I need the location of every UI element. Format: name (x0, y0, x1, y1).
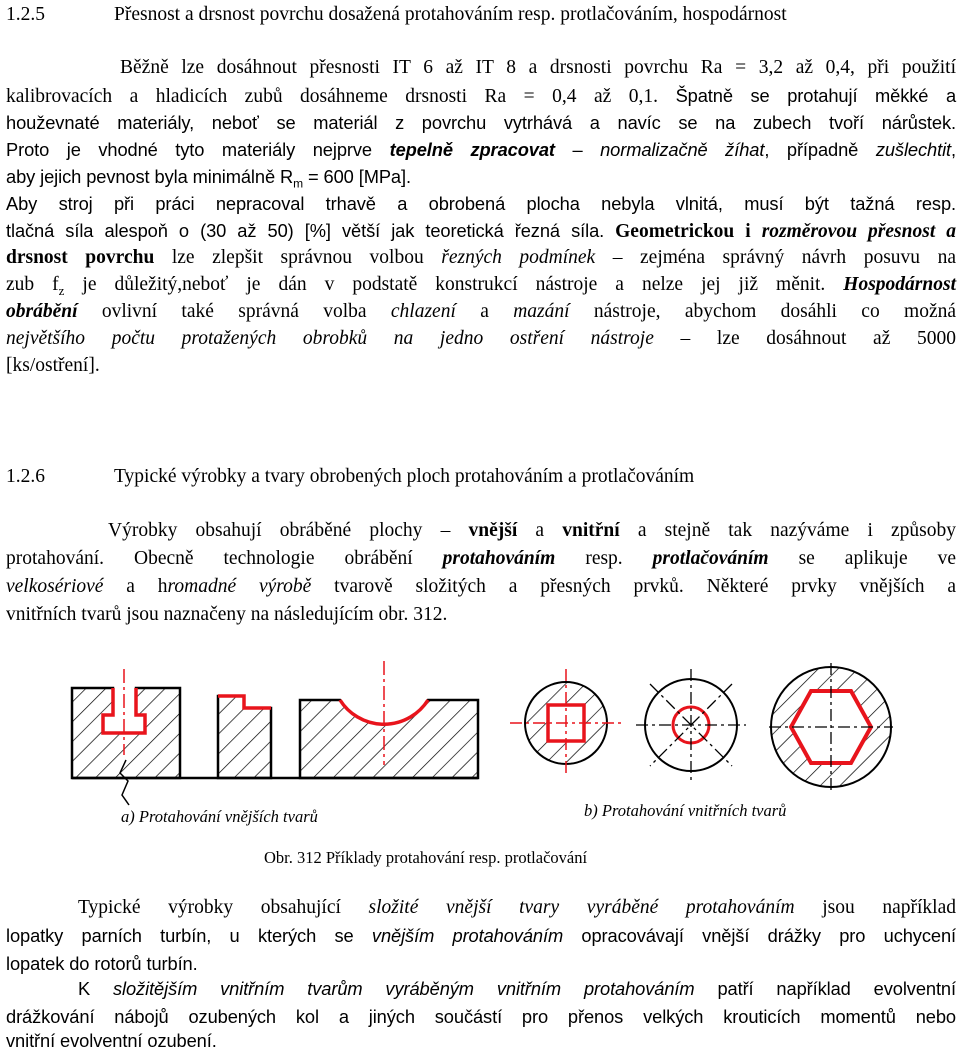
section-number: 1.2.6 (6, 466, 45, 487)
figure-caption-b: b) Protahování vnitřních tvarů (584, 801, 787, 820)
paragraph-line: Typické výrobky obsahující složité vnější tvary vyráběné protahováním jsou například (78, 897, 956, 918)
paragraph-line: Výrobky obsahují obráběné plochy – vnější a vnitřní a stejně tak nazýváme i způsoby (108, 520, 957, 541)
paragraph-line: vnitřní evolventní ozubení. (6, 1030, 217, 1051)
paragraph-line: drsnost povrchu lze zlepšit správnou volbou řezných podmínek – zejména správný návrh posuvu na (6, 247, 956, 268)
paragraph-line: tlačná síla alespoň o (30 až 50) [%] větší jak teoretická řezná síla. Geometrickou i rozměrovou přesnost a (6, 220, 956, 242)
external-part-concave (300, 661, 478, 778)
paragraph-line: aby jejich pevnost byla minimálně $R_m = 600$ [MPa]. (6, 166, 411, 191)
section-heading-1-2-6 (6, 464, 956, 490)
paragraph-line: největšího počtu protažených obrobků na jedno ostření nástroje – lze dosáhnout až 5000 (6, 328, 957, 349)
figure-caption: Obr. 312 Příklady protahování resp. protlačování (264, 848, 588, 867)
paragraph-line: velkosériové a hromadné výrobě tvarově složitých a přesných prvků. Některé prvky vnějších a (6, 576, 957, 597)
section-title: Typické výrobky a tvary obrobených ploch protahováním a protlačováním (114, 466, 695, 487)
paragraph-line: lopatek do rotorů turbín. (6, 953, 198, 974)
external-part-step (218, 696, 271, 778)
paragraph-line: obrábění ovlivní také správná volba chlazení a mazání nástroje, abychom dosáhli co možná (6, 301, 957, 322)
section-heading-1-2-5 (6, 2, 956, 28)
internal-part-hexagon-hole (769, 663, 893, 791)
paragraph-line: lopatky parních turbín, u kterých se vnějším protahováním opracovávají vnější drážky pro uchycení (6, 925, 956, 946)
paragraph-line: [ks/ostření]. (6, 355, 100, 376)
paragraph-line: drážkování nábojů ozubených kol a jiných součástí pro přenos velkých krouticích momentů nebo (6, 1006, 956, 1027)
paragraph-line: houževnaté materiály, neboť se materiál z povrchu vytrhává a navíc se na zubech tvoří nárůstek. (6, 112, 956, 133)
paragraph-line: protahování. Obecně technologie obrábění protahováním resp. protlačováním se aplikuje ve (6, 548, 956, 569)
paragraph-line: kalibrovacích a hladicích zubů dosáhneme drsnosti Ra = 0,4 až 0,1. Špatně se protahují měkké a (6, 85, 957, 107)
internal-part-round-hole (636, 669, 746, 781)
figure-312 (0, 655, 960, 870)
internal-part-square-hole (510, 669, 622, 777)
section-title: Přesnost a drsnost povrchu dosažená protahováním resp. protlačováním, hospodárnost (114, 4, 787, 25)
paragraph-line: Proto je vhodné tyto materiály nejprve tepelně zpracovat – normalizačně žíhat, případně zušlechtit, (6, 139, 957, 160)
paragraph-line: Běžně lze dosáhnout přesnosti IT 6 až IT 8 a drsnosti povrchu Ra = 3,2 až 0,4, při použití (120, 57, 956, 78)
paragraph-line: Aby stroj při práci nepracoval trhavě a obrobená plocha nebyla vlnitá, musí být tažná resp. (6, 193, 956, 214)
section-number: 1.2.5 (6, 4, 45, 25)
paragraph-line: zub $f_z$ je důležitý,neboť je dán v podstatě konstrukcí nástroje a nelze jej již měnit. Hospodárnost (6, 274, 956, 298)
paragraph-line: vnitřních tvarů jsou naznačeny na následujícím obr. 312. (6, 604, 448, 625)
paragraph-line: K složitějším vnitřním tvarům vyráběným vnitřním protahováním patří například evolventní (78, 978, 956, 999)
figure-caption-a: a) Protahování vnějších tvarů (121, 807, 318, 826)
